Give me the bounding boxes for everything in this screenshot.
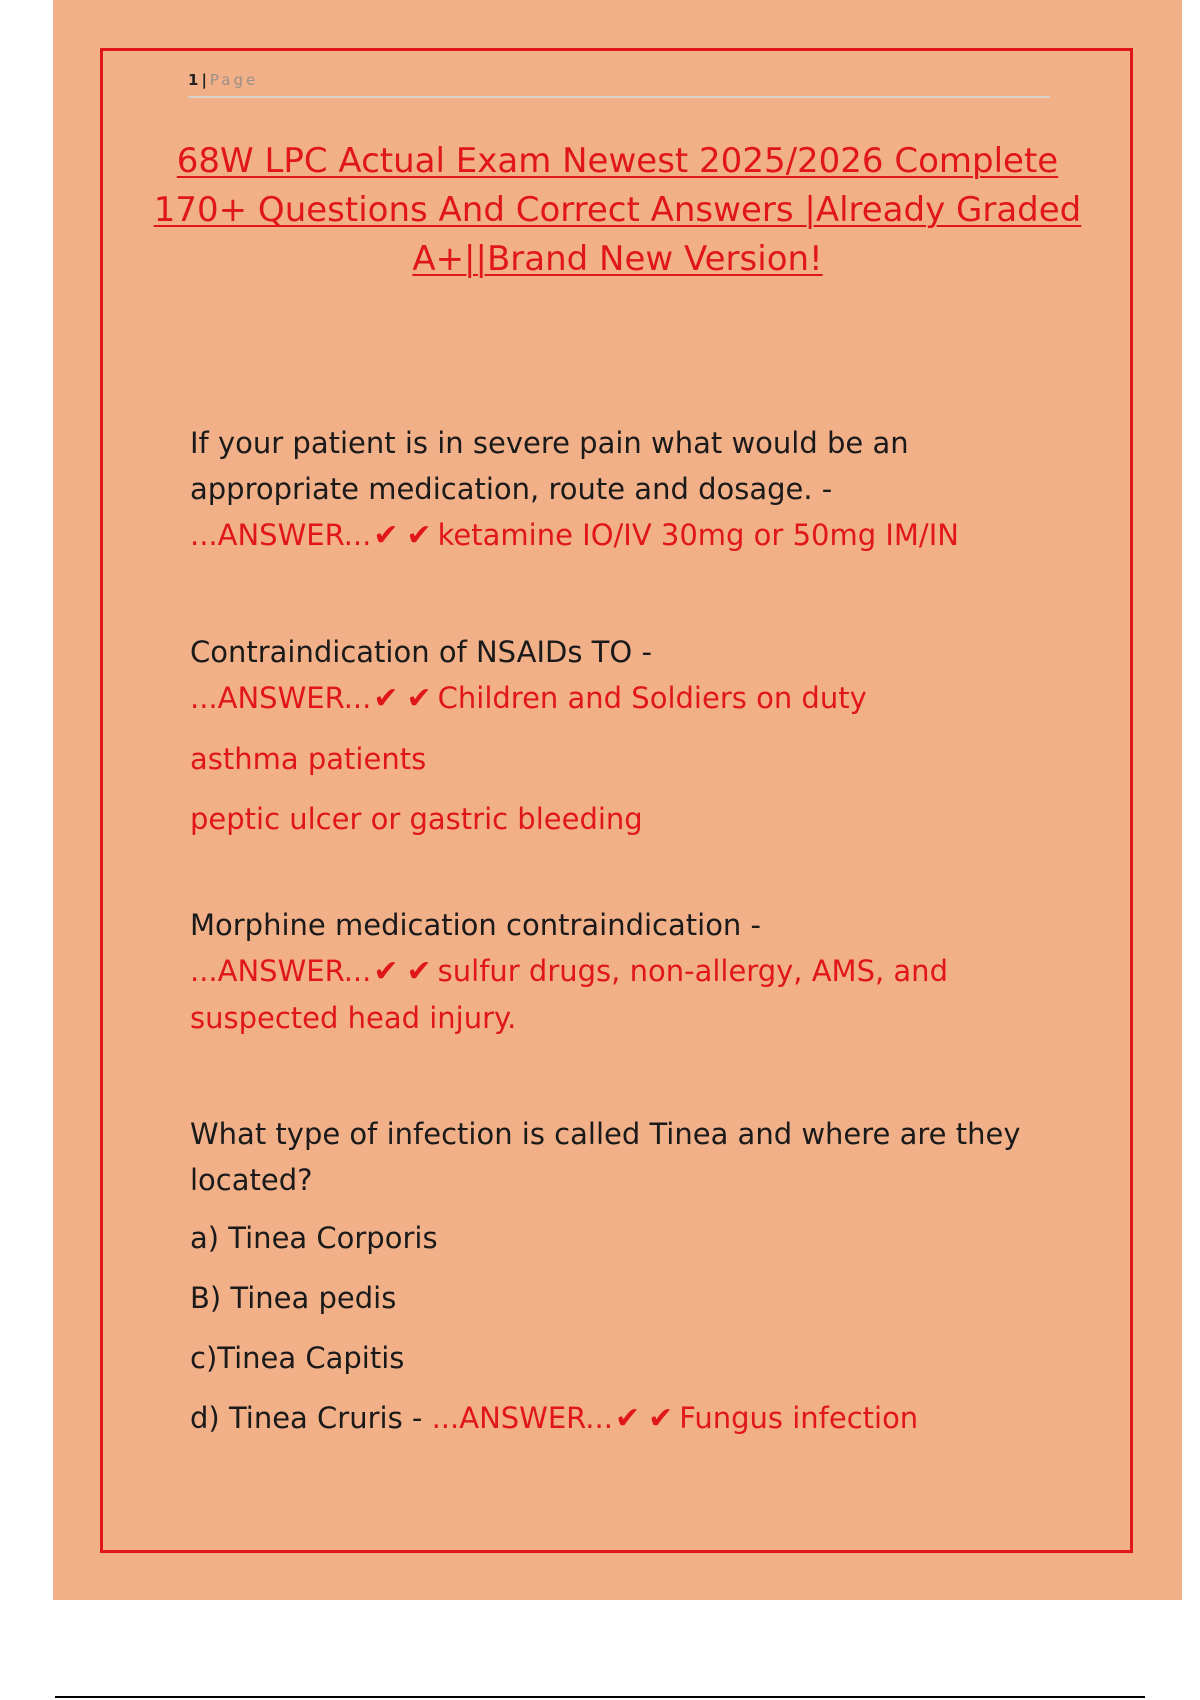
answer-marker: ...ANSWER...	[190, 518, 372, 552]
qa-item-ketamine	[190, 420, 1070, 559]
check-icon: ✔	[373, 681, 399, 716]
bottom-divider	[55, 1696, 1145, 1698]
answer-extra-line: peptic ulcer or gastric bleeding	[190, 802, 643, 836]
qa-item-tinea	[190, 1111, 1070, 1442]
question-text: Morphine medication contraindication -	[190, 908, 761, 942]
answer-line	[432, 1401, 919, 1435]
answer-text: sulfur drugs, non-allergy, AMS, and suspected head injury.	[190, 954, 948, 1035]
answer-text: Fungus infection	[679, 1401, 919, 1435]
option-c: c)Tinea Capitis	[190, 1341, 405, 1375]
option-a: a) Tinea Corporis	[190, 1221, 438, 1255]
question-text: What type of infection is called Tinea and where are they located?	[190, 1117, 1021, 1197]
check-icon: ✔	[373, 954, 399, 989]
qa-item-nsaids	[190, 629, 1070, 842]
option-d-with-answer	[190, 1395, 1070, 1442]
document-title: 68W LPC Actual Exam Newest 2025/2026 Complete 170+ Questions And Correct Answers |Already Graded A+||Brand New Version!	[153, 141, 1082, 279]
answer-line	[190, 675, 1070, 722]
question-text: If your patient is in severe pain what would be an appropriate medication, route and dosage. -	[190, 426, 909, 506]
question-text: Contraindication of NSAIDs TO -	[190, 635, 652, 669]
page-header	[188, 70, 1050, 98]
qa-list	[190, 420, 1070, 1512]
answer-text: ketamine IO/IV 30mg or 50mg IM/IN	[437, 518, 959, 552]
page-label: Page	[209, 71, 259, 89]
check-icon: ✔	[406, 681, 432, 716]
check-icon: ✔	[406, 518, 432, 553]
answer-marker: ...ANSWER...	[190, 954, 372, 988]
qa-item-morphine	[190, 902, 1070, 1041]
option-b: B) Tinea pedis	[190, 1281, 397, 1315]
answer-line	[190, 518, 959, 552]
page-number: 1	[188, 71, 199, 89]
page-separator: |	[201, 71, 207, 89]
answer-extra-line: asthma patients	[190, 742, 427, 776]
check-icon: ✔	[614, 1401, 641, 1436]
answer-marker: ...ANSWER...	[431, 1401, 613, 1435]
check-icon: ✔	[406, 954, 432, 989]
answer-text: Children and Soldiers on duty	[437, 681, 867, 715]
check-icon: ✔	[648, 1401, 674, 1436]
option-d: d) Tinea Cruris -	[190, 1401, 423, 1435]
check-icon: ✔	[373, 518, 399, 553]
answer-marker: ...ANSWER...	[190, 681, 372, 715]
answer-line	[190, 954, 948, 1035]
